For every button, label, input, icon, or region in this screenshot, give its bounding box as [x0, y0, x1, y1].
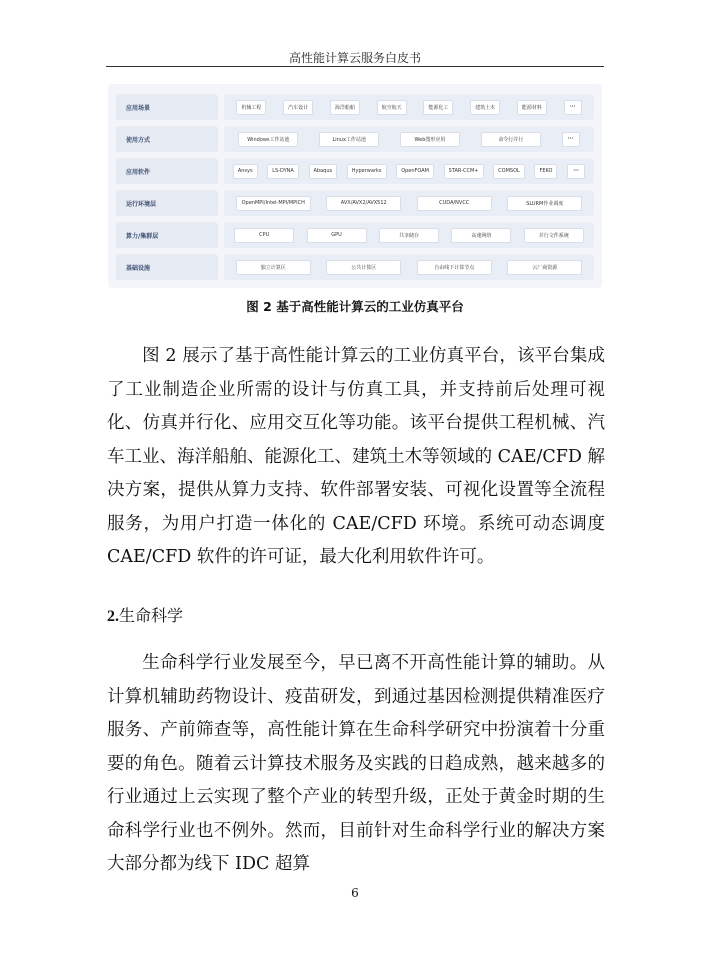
- more-ellipsis-icon: ···: [562, 132, 580, 147]
- more-ellipsis-icon: ···: [567, 164, 585, 179]
- diagram-chip: 海洋船舶: [330, 100, 360, 115]
- diagram-row-items: [224, 254, 594, 280]
- diagram-row: [116, 94, 594, 120]
- diagram-row: [116, 158, 594, 184]
- diagram-chip: 能源材料: [517, 100, 547, 115]
- diagram-chip: Web图形应用: [400, 132, 460, 147]
- diagram-chip: 汽车设计: [283, 100, 313, 115]
- paragraph-1-text: 图 2 展示了基于高性能计算云的工业仿真平台，该平台集成了工业制造企业所需的设计与仿真工具，并支持前后处理可视化、仿真并行化、应用交互化等功能。该平台提供工程机械、汽车工业、海洋船舶、能源化工、建筑土木等领域的 CAE/CFD 解决方案，提供从算力支持、软件部署安装、可视化设置等全流程服务，为用户打造一体化的 CAE/CFD 环境。系统可动态调度 CAE/CFD 软件的许可证，最大化利用软件许可。: [107, 346, 605, 567]
- more-ellipsis-icon: ···: [564, 100, 582, 115]
- section-title: 生命科学: [119, 606, 184, 625]
- diagram-row-label: 基础设施: [116, 254, 218, 280]
- diagram-row-items: [224, 158, 594, 184]
- diagram-chip: 建筑土木: [470, 100, 500, 115]
- diagram-chip: AVX/AVX2/AVX512: [326, 196, 401, 211]
- diagram-chip: FEKO: [534, 164, 557, 179]
- diagram-row: [116, 254, 594, 280]
- paragraph-1: [107, 340, 605, 575]
- diagram-row-label: 应用软件: [116, 158, 218, 184]
- diagram-chip: GPU: [307, 228, 367, 243]
- header-rule: [106, 66, 604, 67]
- diagram-chip: OpenFOAM: [396, 164, 434, 179]
- diagram-row-items: [224, 222, 594, 248]
- diagram-chip: 共享储存: [379, 228, 439, 243]
- diagram-row-label: 应用场景: [116, 94, 218, 120]
- diagram-chip: 自由线下计算节点: [417, 260, 492, 275]
- figure-diagram: [108, 84, 602, 288]
- diagram-chip: 机械工程: [236, 100, 266, 115]
- diagram-row-items: [224, 126, 594, 152]
- paragraph-2: [107, 647, 605, 882]
- figure-caption: 图 2 基于高性能计算云的工业仿真平台: [246, 299, 464, 314]
- paragraph-2-text: 生命科学行业发展至今，早已离不开高性能计算的辅助。从计算机辅助药物设计、疫苗研发，到通过基因检测提供精准医疗服务、产前筛查等，高性能计算在生命科学研究中扮演着十分重要的角色。随着云计算技术服务及实践的日趋成熟，越来越多的行业通过上云实现了整个产业的转型升级，正处于黄金时期的生命科学行业也不例外。然而，目前针对生命科学行业的解决方案大部分都为线下 IDC 超算: [107, 653, 605, 874]
- diagram-chip: 航空航天: [377, 100, 407, 115]
- section-number: 2.: [107, 608, 119, 625]
- diagram-chip: 云厂商资源: [507, 260, 582, 275]
- diagram-row-label: 算力/集群层: [116, 222, 218, 248]
- diagram-chip: LS-DYNA: [267, 164, 299, 179]
- page-header-title: 高性能计算云服务白皮书: [288, 51, 421, 65]
- diagram-row-items: [224, 190, 594, 216]
- diagram-row-label: 使用方式: [116, 126, 218, 152]
- diagram-chip: Linux工作站池: [319, 132, 379, 147]
- page-number: 6: [351, 886, 359, 900]
- diagram-chip: Abaqus: [309, 164, 338, 179]
- diagram-row: [116, 222, 594, 248]
- diagram-chip: 独立计算区: [236, 260, 311, 275]
- diagram-chip: STAR-CCM+: [444, 164, 484, 179]
- diagram-chip: CPU: [234, 228, 294, 243]
- diagram-chip: COMSOL: [493, 164, 525, 179]
- diagram-chip: 命令行并行: [481, 132, 541, 147]
- diagram-row: [116, 126, 594, 152]
- diagram-chip: 并行文件系统: [524, 228, 584, 243]
- diagram-row: [116, 190, 594, 216]
- diagram-chip: 高速网络: [451, 228, 511, 243]
- diagram-chip: CUDA/NVCC: [417, 196, 492, 211]
- section-heading: [107, 603, 183, 626]
- diagram-chip: Windows工作站池: [238, 132, 298, 147]
- diagram-chip: OpenMPI/Intel-MPI/MPICH: [236, 196, 311, 211]
- diagram-chip: 能源化工: [423, 100, 453, 115]
- diagram-chip: Ansys: [233, 164, 258, 179]
- diagram-chip: Hyperwarks: [347, 164, 387, 179]
- diagram-row-items: [224, 94, 594, 120]
- diagram-chip: SLURM作业调度: [507, 196, 582, 211]
- diagram-row-label: 运行环境层: [116, 190, 218, 216]
- diagram-chip: 公共计算区: [326, 260, 401, 275]
